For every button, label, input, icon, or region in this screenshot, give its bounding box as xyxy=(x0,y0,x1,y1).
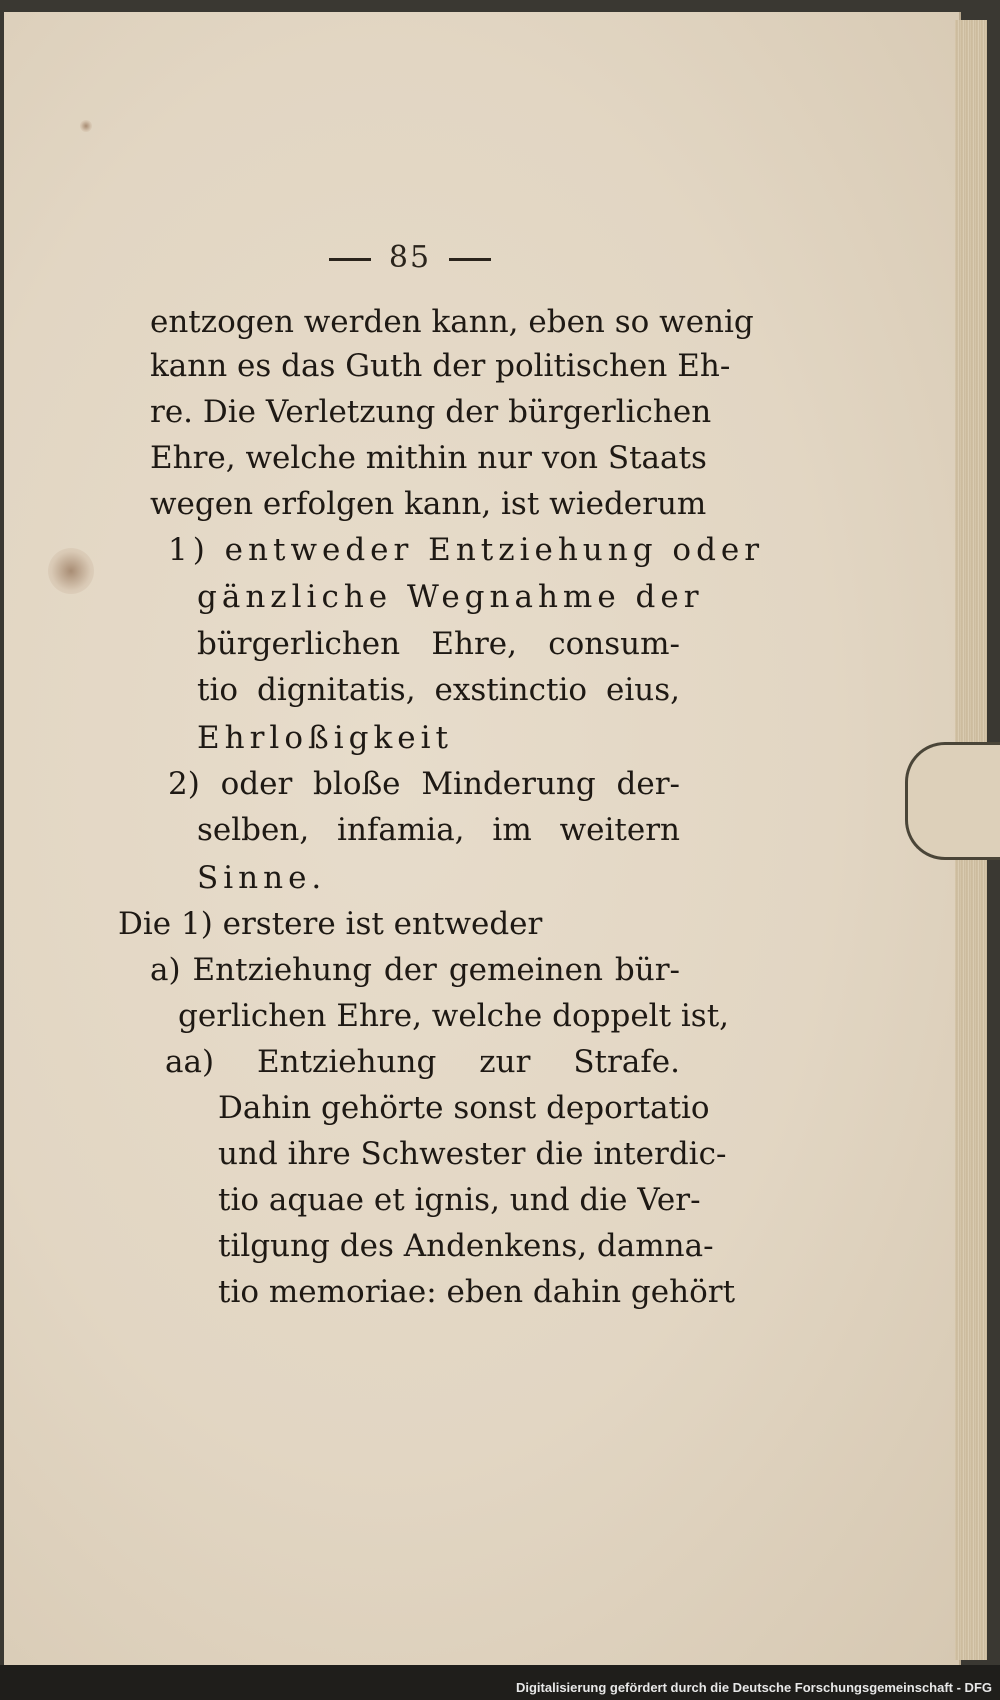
text-line: Ehre, welche mithin nur von Staats xyxy=(150,440,707,476)
text-line: wegen erfolgen kann, ist wiederum xyxy=(150,486,707,522)
list-item: a) Entziehung der gemeinen bür- xyxy=(150,952,680,988)
text-line: gerlichen Ehre, welche doppelt ist, xyxy=(178,998,730,1034)
text-line: tio memoriae: eben dahin gehört xyxy=(218,1274,736,1310)
text-line: tio aquae et ignis, und die Ver- xyxy=(218,1182,701,1218)
header-dash-left xyxy=(329,258,371,261)
text-line: tilgung des Andenkens, damna- xyxy=(218,1228,714,1264)
text-line: und ihre Schwester die interdic- xyxy=(218,1136,727,1172)
text-line: gänzliche Wegnahme der xyxy=(197,579,704,615)
ink-stain xyxy=(48,548,94,594)
text-line: tio dignitatis, exstinctio eius, xyxy=(197,672,680,708)
header-dash-right xyxy=(449,258,491,261)
text-line: Ehrloßigkeit xyxy=(197,720,453,756)
text-line: selben, infamia, im weitern xyxy=(197,812,680,848)
page-number: 85 xyxy=(388,240,432,275)
ink-spot xyxy=(80,120,92,132)
bookmark-tab xyxy=(905,742,1000,860)
page-header xyxy=(300,240,520,275)
text-line: entzogen werden kann, eben so wenig xyxy=(150,304,754,340)
list-item: 1) entweder Entziehung oder xyxy=(168,532,765,568)
text-line: Die 1) erstere ist entweder xyxy=(118,906,543,942)
text-line: kann es das Guth der politischen Eh- xyxy=(150,348,731,384)
list-item: aa) Entziehung zur Strafe. xyxy=(165,1044,680,1080)
text-line: bürgerlichen Ehre, consum- xyxy=(197,626,680,662)
list-item: 2) oder bloße Minderung der- xyxy=(168,766,680,802)
text-line: Dahin gehörte sonst deportatio xyxy=(218,1090,710,1126)
text-line: re. Die Verletzung der bürgerlichen xyxy=(150,394,712,430)
text-line: Sinne. xyxy=(197,860,327,896)
digitization-credit: Digitalisierung gefördert durch die Deutsche Forschungsgemeinschaft - DFG xyxy=(515,1680,992,1695)
